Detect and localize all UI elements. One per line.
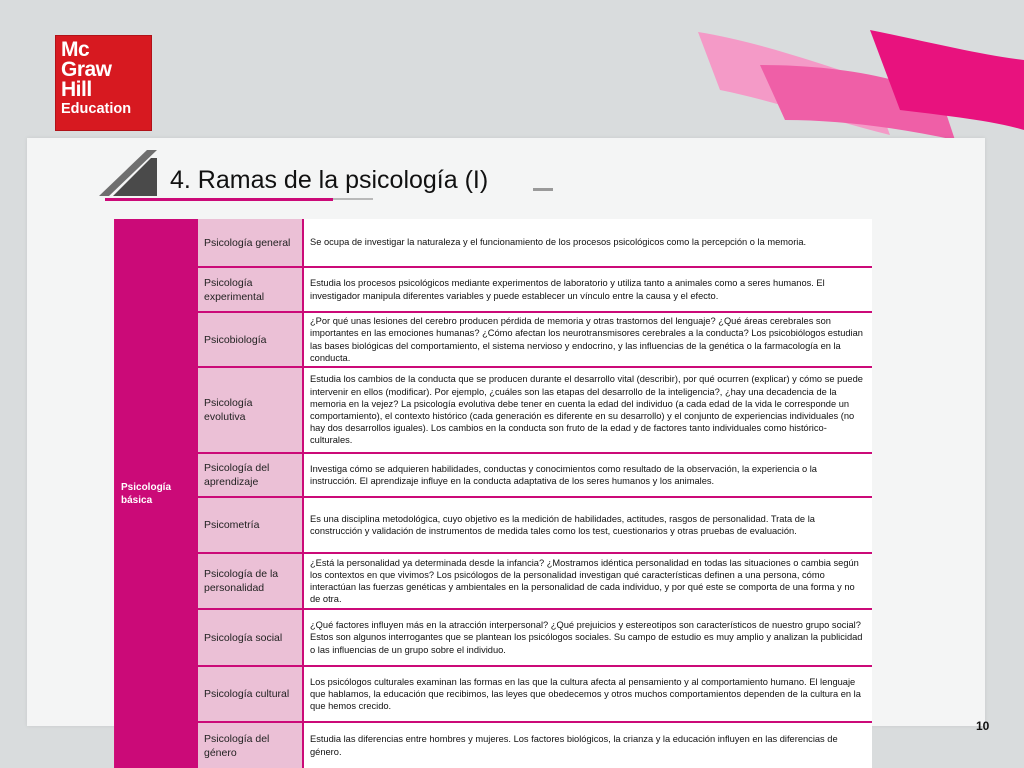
logo-line-1: Mc [61, 38, 90, 61]
branch-name: Psicología cultural [198, 667, 304, 721]
mcgraw-hill-logo [55, 35, 152, 131]
logo-line-2: Graw [61, 58, 112, 81]
table-row [198, 667, 872, 723]
branch-name: Psicología del género [198, 723, 304, 768]
branches-table [114, 219, 872, 768]
table-row [198, 219, 872, 268]
table-row [198, 610, 872, 667]
branch-description: Estudia los procesos psicológicos mediante experimentos de laboratorio y utiliza tanto a animales como a seres humanos. El investigador manipula diferentes variables y puede establecer un vínculo entre la causa y el efecto. [310, 278, 825, 301]
table-row [198, 498, 872, 554]
branch-description: ¿Por qué unas lesiones del cerebro producen pérdida de memoria y otras trastornos del lenguaje? ¿Qué áreas cerebrales son importantes en las emociones humanas? ¿Cómo afectan los neurotransmisores cerebrales a la conducta? Los psicobiólogos estudian las bases biológicas del comportamiento, el sistema nervioso y endocrino, y las influencias de la genética o la farmacología en la conducta. [310, 316, 863, 363]
logo-line-3: Hill [61, 78, 92, 101]
branch-description: Estudia las diferencias entre hombres y mujeres. Los factores biológicos, la crianza y la educación influyen en las diferencias de género. [310, 734, 838, 757]
table-row [198, 554, 872, 610]
branch-description: Estudia los cambios de la conducta que se producen durante el desarrollo vital (describir), por qué ocurren (explicar) y cómo se puede intervenir en ellos (modificar). Por ejemplo, ¿cuáles son las etapas del desarrollo de la inteligencia?, ¿hay una decadencia de la memoria en la vejez? La psicología evolutiva debe tener en cuenta la edad del individuo (a cada edad de la vida le corresponde un comportamiento), el contexto histórico (cada generación es diferente en su desarrollo) y el conjunto de experiencias individuales (no hay dos desarrollos iguales). Los cambios en la conducta son fruto de la edad y de factores tanto individuales como histórico-culturales. [310, 374, 863, 446]
table-row [198, 368, 872, 454]
table-row [198, 723, 872, 768]
branch-name: Psicología evolutiva [198, 368, 304, 452]
branch-name: Psicometría [198, 498, 304, 552]
category-label-line-1: Psicología [121, 482, 172, 493]
branch-description: ¿Está la personalidad ya determinada desde la infancia? ¿Mostramos idéntica personalidad en todas las situaciones o cambia según los contextos en que vivimos? Los psicólogos de la personalidad investigan qué características definen a una persona, cómo interactúan las fuerzas genéticas y ambientales en la personalidad de cada individuo, y por qué este se comporta de una forma y no de otra. [310, 557, 859, 605]
branch-description: Los psicólogos culturales examinan las formas en las que la cultura afecta al pensamiento y al comportamiento humano. El lenguaje que hablamos, la educación que recibimos, las leyes que obedecemos y otros muchos comportamientos dependen de la cultura en la que hemos crecido. [310, 676, 861, 712]
category-label [121, 481, 193, 507]
category-column [115, 219, 198, 768]
branch-name: Psicología del aprendizaje [198, 454, 304, 496]
table-row [198, 268, 872, 313]
branch-description: Es una disciplina metodológica, cuyo objetivo es la medición de habilidades, actitudes, rasgos de personalidad. Trata de la construcción y validación de instrumentos de medida tales como los test, cuestionarios y otras pruebas de evaluación. [310, 513, 815, 536]
table-row [198, 454, 872, 498]
branch-name: Psicología general [198, 219, 304, 266]
branch-name: Psicología experimental [198, 268, 304, 311]
logo-line-4: Education [61, 101, 132, 117]
table-row [198, 313, 872, 368]
table-rows [198, 219, 872, 768]
branch-name: Psicología de la personalidad [198, 554, 304, 608]
category-label-line-2: básica [121, 495, 153, 506]
page-number: 10 [976, 719, 990, 733]
slide-title: 4. Ramas de la psicología (I) [170, 166, 489, 194]
branch-description: ¿Qué factores influyen más en la atracción interpersonal? ¿Qué prejuicios y estereotipos son característicos de nuestro grupo social? Estos son algunos interrogantes que se plantean los psicólogos sociales. Su campo de estudio es muy amplio y analizan la publicidad o las influencias de un grupo sobre el individuo. [310, 620, 863, 655]
branch-name: Psicobiología [198, 313, 304, 366]
branch-name: Psicología social [198, 610, 304, 665]
branch-description: Se ocupa de investigar la naturaleza y el funcionamiento de los procesos psicológicos como la percepción o la memoria. [310, 237, 807, 248]
branch-description: Investiga cómo se adquieren habilidades, conductas y conocimientos como resultado de la observación, la experiencia o la instrucción. El aprendizaje influye en la conducta adaptativa de los seres humanos y los animales. [310, 463, 817, 486]
decorative-ribbons [690, 20, 1024, 145]
